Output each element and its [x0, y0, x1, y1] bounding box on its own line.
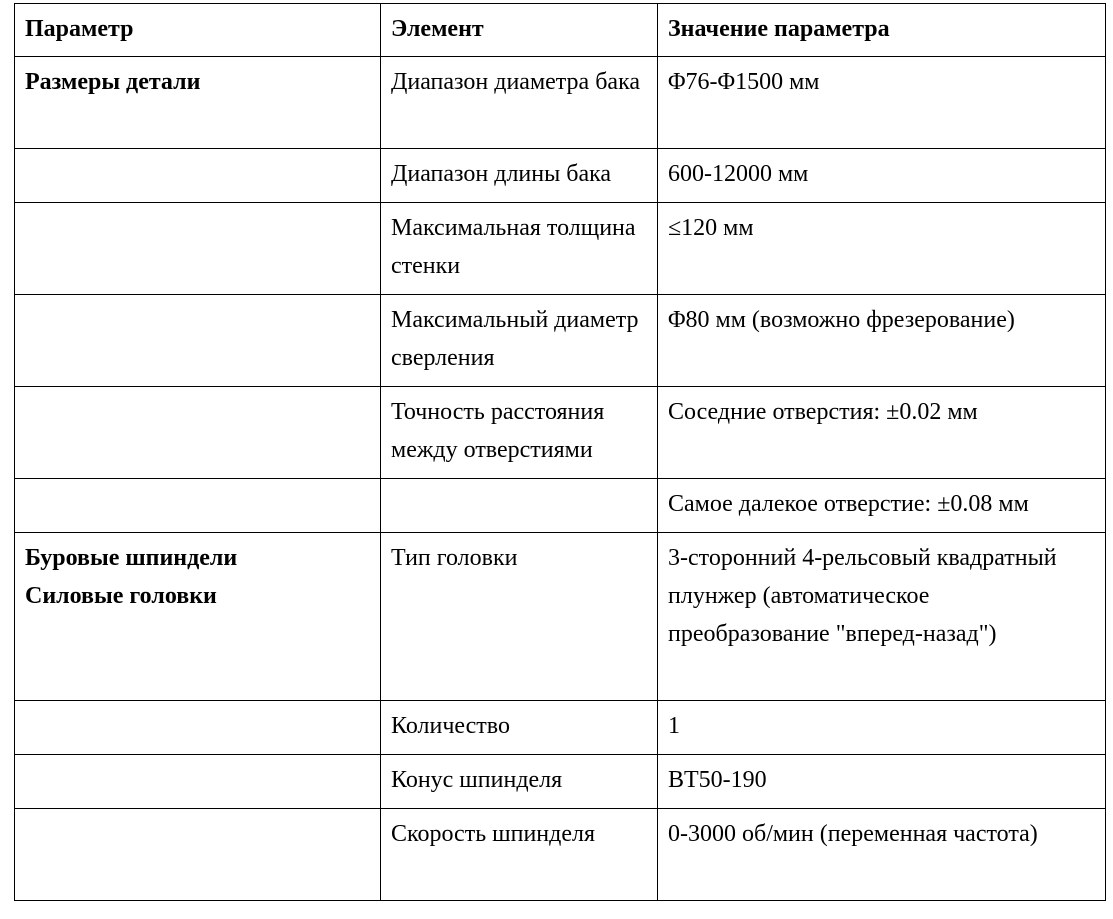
element-cell: Максимальная толщина стенки — [381, 203, 658, 295]
header-param: Параметр — [15, 4, 381, 57]
element-cell: Точность расстояния между отверстиями — [381, 387, 658, 479]
value-cell: Φ76-Φ1500 мм — [658, 57, 1106, 149]
param-cell — [15, 479, 381, 533]
param-line-2: Силовые головки — [25, 583, 217, 609]
table-row — [15, 533, 1106, 701]
element-cell: Диапазон диаметра бака — [381, 57, 658, 149]
param-cell — [15, 149, 381, 203]
table-row — [15, 755, 1106, 809]
value-cell: 1 — [658, 701, 1106, 755]
value-cell: ≤120 мм — [658, 203, 1106, 295]
param-cell — [15, 533, 381, 701]
value-cell: Φ80 мм (возможно фрезерование) — [658, 295, 1106, 387]
table-row — [15, 57, 1106, 149]
value-cell: 600-12000 мм — [658, 149, 1106, 203]
table-row — [15, 387, 1106, 479]
param-cell — [15, 755, 381, 809]
table-row — [15, 295, 1106, 387]
element-cell: Диапазон длины бака — [381, 149, 658, 203]
element-cell: Количество — [381, 701, 658, 755]
element-cell: Тип головки — [381, 533, 658, 701]
spec-table — [14, 3, 1106, 901]
table-row — [15, 809, 1106, 901]
value-cell: 3-сторонний 4-рельсовый квадратный плунжер (автоматическое преобразование "вперед-назад") — [658, 533, 1106, 701]
table-row — [15, 149, 1106, 203]
header-element: Элемент — [381, 4, 658, 57]
value-cell: Соседние отверстия: ±0.02 мм — [658, 387, 1106, 479]
table-row — [15, 479, 1106, 533]
table-row — [15, 701, 1106, 755]
value-cell: BT50-190 — [658, 755, 1106, 809]
element-cell: Скорость шпинделя — [381, 809, 658, 901]
param-cell — [15, 203, 381, 295]
table-header-row — [15, 4, 1106, 57]
element-cell — [381, 479, 658, 533]
param-cell: Размеры детали — [15, 57, 381, 149]
param-cell — [15, 701, 381, 755]
header-value: Значение параметра — [658, 4, 1106, 57]
value-cell: Самое далекое отверстие: ±0.08 мм — [658, 479, 1106, 533]
param-cell — [15, 295, 381, 387]
value-cell: 0-3000 об/мин (переменная частота) — [658, 809, 1106, 901]
table-row — [15, 203, 1106, 295]
element-cell: Максимальный диаметр сверления — [381, 295, 658, 387]
element-cell: Конус шпинделя — [381, 755, 658, 809]
param-cell — [15, 387, 381, 479]
param-line-1: Буровые шпиндели — [25, 545, 238, 571]
param-cell — [15, 809, 381, 901]
